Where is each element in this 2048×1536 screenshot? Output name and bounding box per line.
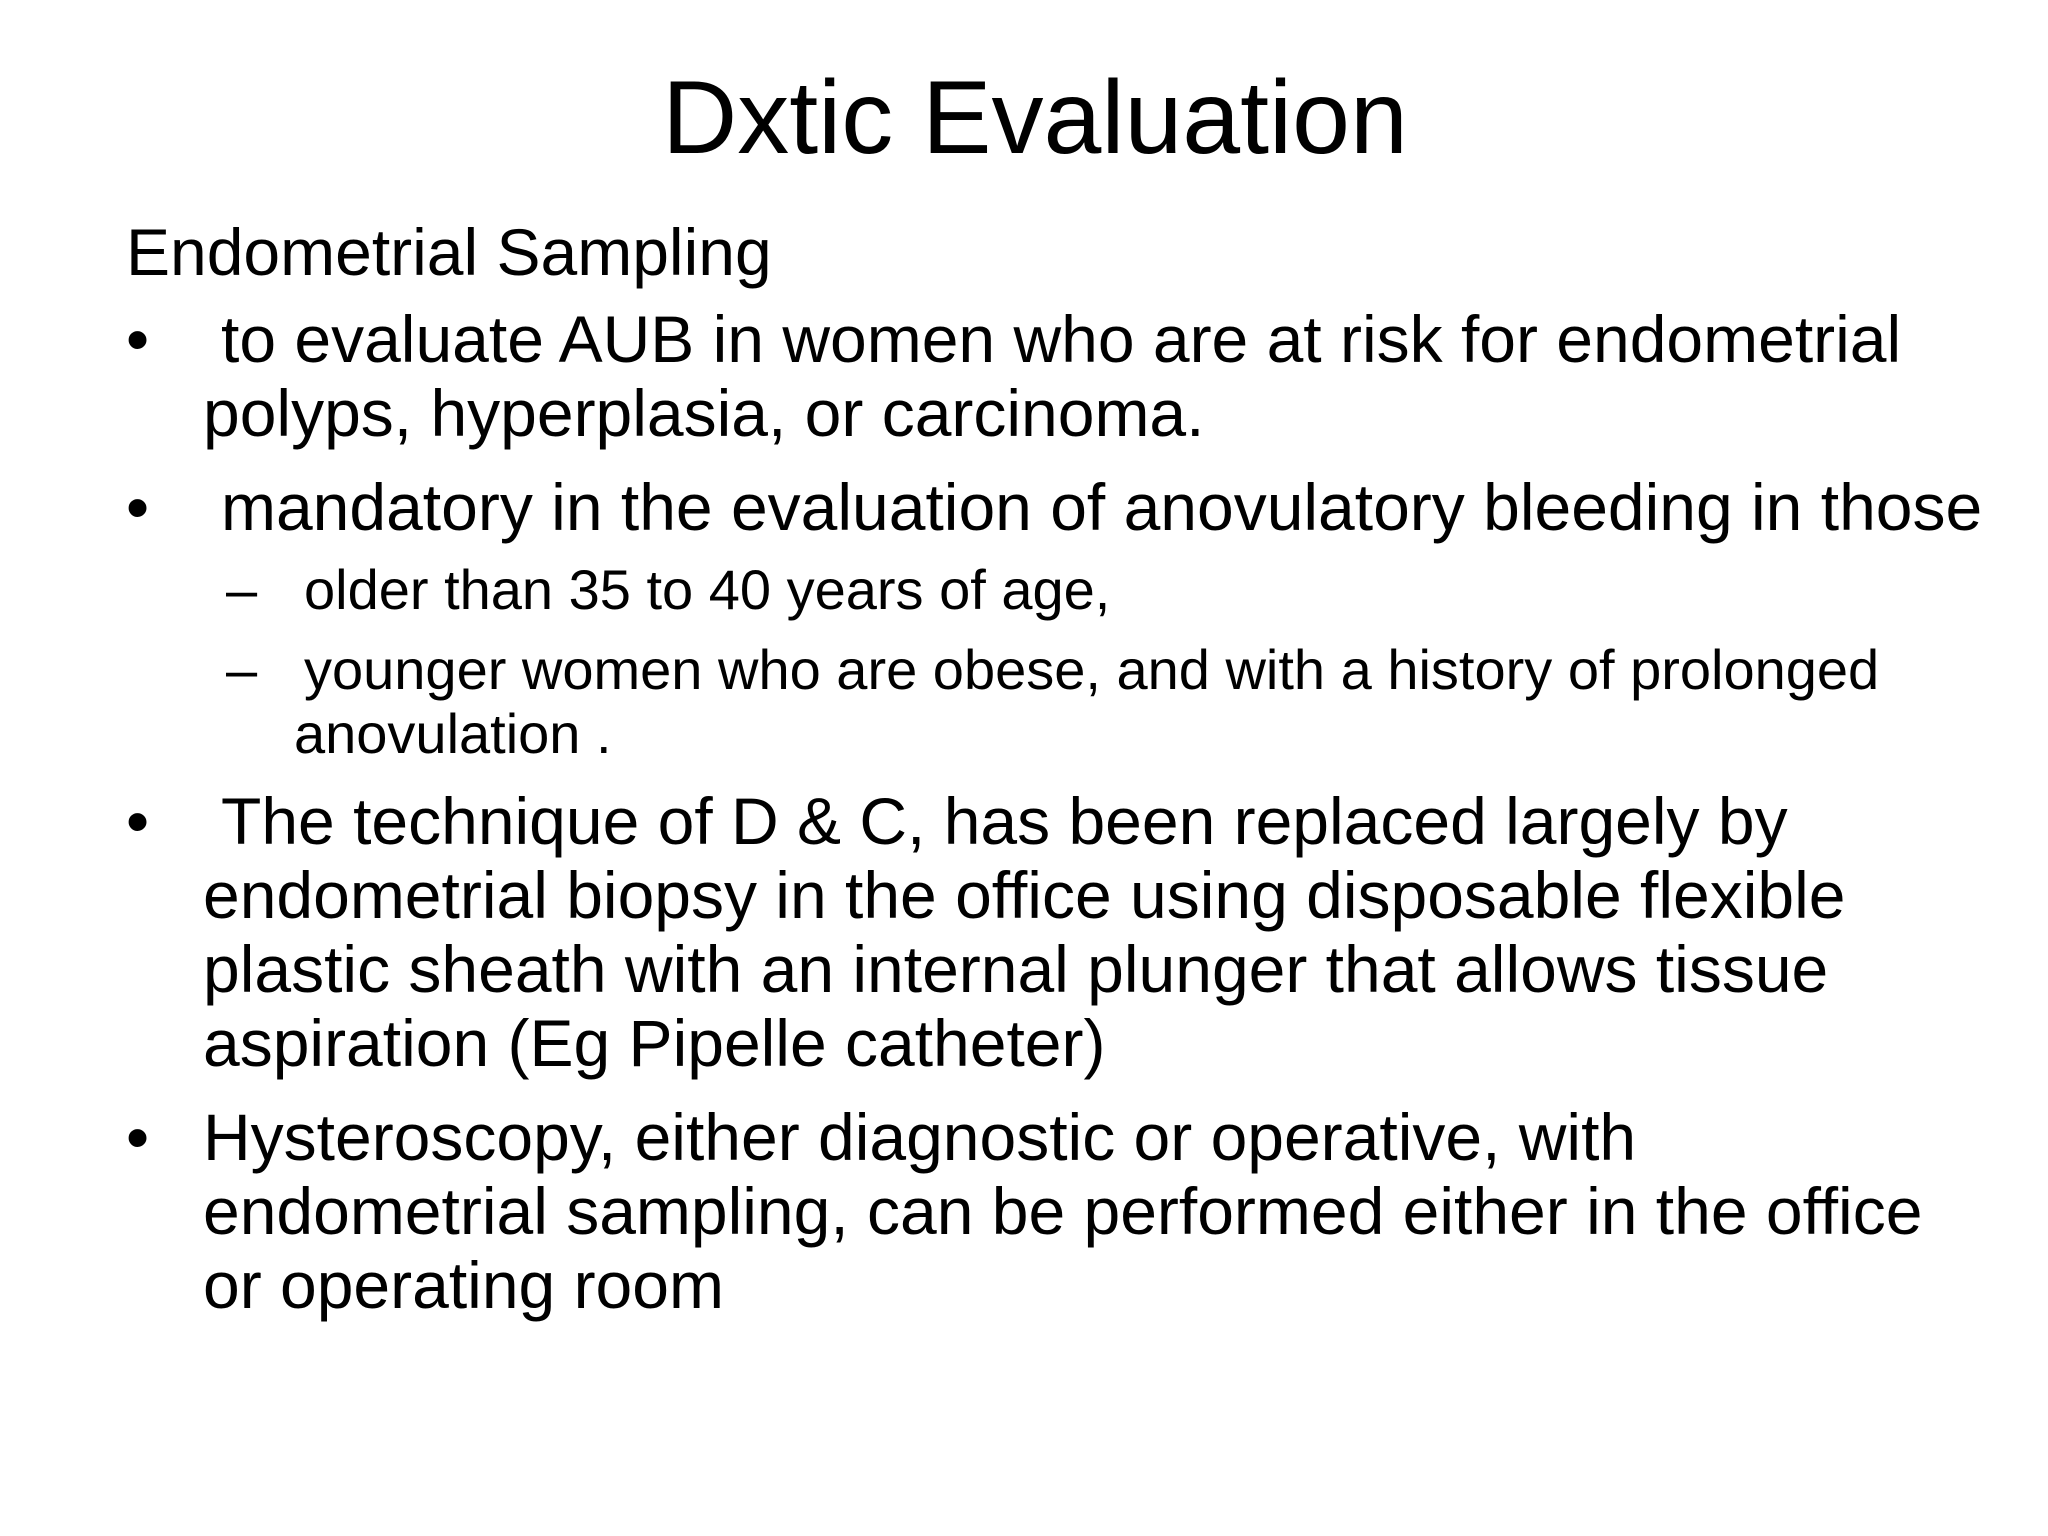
bullet-icon: • — [126, 1100, 150, 1174]
slide-content — [126, 210, 1986, 1342]
bullet-text: Hysteroscopy, either diagnostic or operative, with endometrial sampling, can be performed either in the office or operating room — [203, 1100, 1923, 1322]
bullet-item-3 — [126, 784, 1986, 1080]
bullet-icon: • — [126, 784, 150, 858]
sub-bullet-text: younger women who are obese, and with a history of prolonged anovulation . — [294, 638, 1880, 765]
bullet-text: to evaluate AUB in women who are at risk for endometrial polyps, hyperplasia, or carcinoma. — [203, 302, 1902, 450]
bullet-text: The technique of D & C, has been replaced largely by endometrial biopsy in the office using disposable flexible plastic sheath with an internal plunger that allows tissue aspiration (Eg Pipelle catheter) — [203, 784, 1846, 1080]
bullet-icon: • — [126, 302, 150, 376]
sub-bullet-item-1 — [126, 558, 1986, 622]
sub-bullet-text: older than 35 to 40 years of age, — [304, 558, 1111, 621]
bullet-item-2 — [126, 470, 1986, 544]
bullet-icon: • — [126, 470, 150, 544]
bullet-text: mandatory in the evaluation of anovulatory bleeding in those — [221, 470, 1983, 544]
section-heading: Endometrial Sampling — [126, 215, 772, 289]
sub-bullet-item-2 — [126, 638, 1986, 766]
sub-bullet-list — [126, 558, 1986, 766]
dash-icon: – — [226, 638, 258, 701]
bullet-item-1 — [126, 302, 1986, 450]
slide-title: Dxtic Evaluation — [662, 60, 1408, 176]
bullet-item-4 — [126, 1100, 1986, 1322]
dash-icon: – — [226, 558, 258, 621]
